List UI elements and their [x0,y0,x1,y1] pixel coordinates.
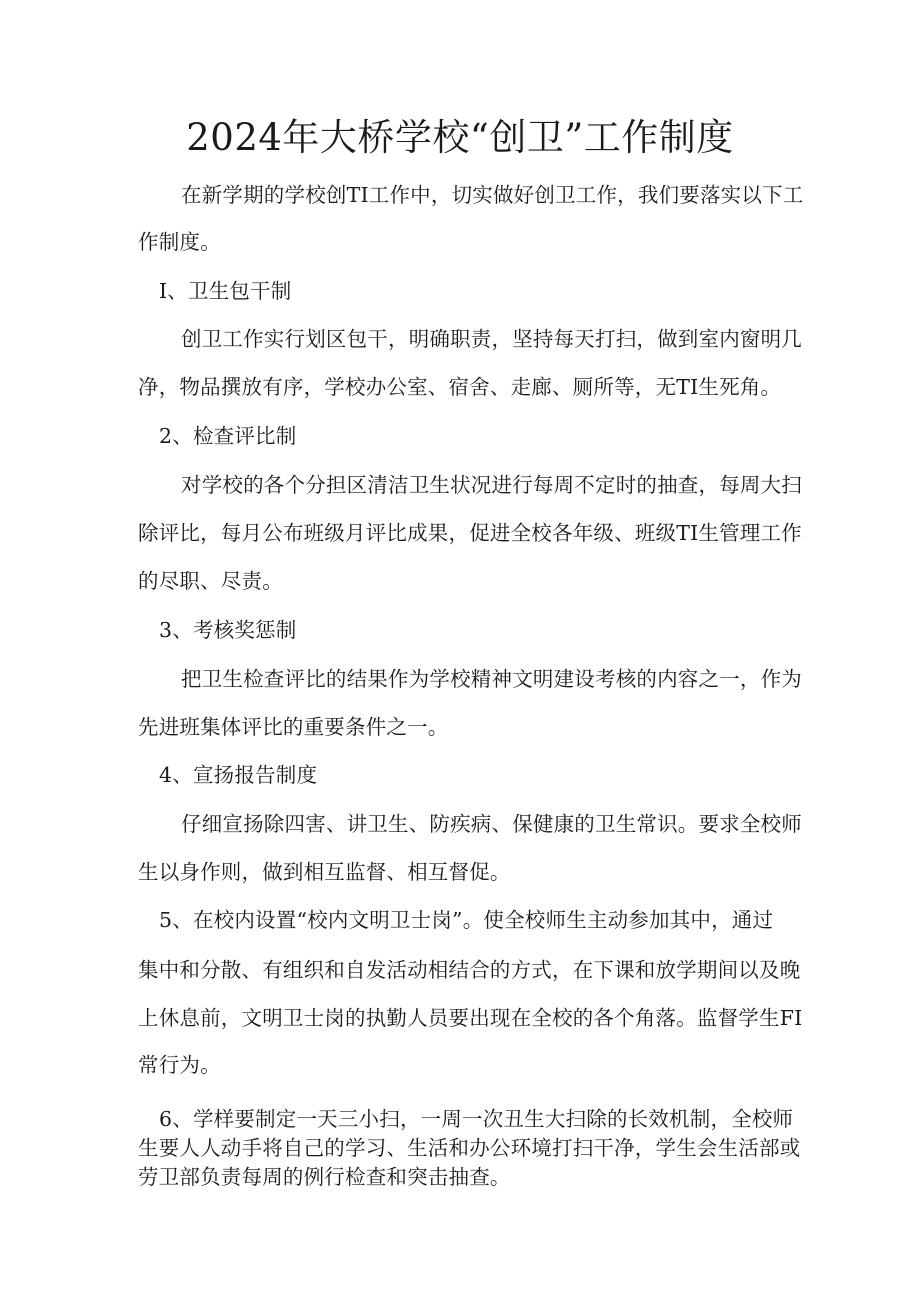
paragraph-line: 的尽职、尽责。 [138,569,283,593]
paragraph-line: 创卫工作实行划区包干，明确职责，坚持每天打扫，做到室内窗明几 [181,327,802,351]
paragraph-line: 把卫生检查评比的结果作为学校精神文明建设考核的内容之一，作为 [181,667,802,691]
paragraph-line: 劳卫部负责每周的例行检查和突击抽查。 [138,1165,511,1189]
paragraph-line: 作制度。 [138,230,221,254]
section-heading: 4、宣扬报告制度 [159,763,318,787]
paragraph-line: 生以身作则，做到相互监督、相互督促。 [138,860,511,884]
paragraph-line: 对学校的各个分担区清洁卫生状况进行每周不定时的抽查，每周大扫 [181,473,802,497]
paragraph-line: 生要人人动手将自己的学习、生活和办公环境打扫干净，学生会生活部或 [138,1136,801,1160]
document-title: 2024年大桥学校“创卫”工作制度 [186,116,734,159]
section-heading: 6、学样要制定一天三小扫，一周一次丑生大扫除的长效机制，全校师 [159,1107,794,1131]
section-heading: I、卫生包干制 [159,279,292,303]
paragraph-line: 除评比，每月公布班级月评比成果，促进全校各年级、班级TI生管理工作 [138,521,802,545]
section-heading: 3、考核奖惩制 [159,618,297,642]
paragraph-line: 在新学期的学校创TI工作中，切实做好创卫工作，我们要落实以下工 [181,183,804,207]
section-heading: 2、检查评比制 [159,424,297,448]
paragraph-line: 仔细宣扬除四害、讲卫生、防疾病、保健康的卫生常识。要求全校师 [181,812,802,836]
paragraph-line: 集中和分散、有组织和自发活动相结合的方式，在下课和放学期间以及晚 [138,958,801,982]
paragraph-line: 先进班集体评比的重要条件之一。 [138,715,449,739]
paragraph-line: 常行为。 [138,1053,221,1077]
paragraph-line: 净，物品撰放有序，学校办公室、宿舍、走廊、厕所等，无TI生死角。 [138,375,782,399]
paragraph-line: 上休息前，文明卫士岗的执勤人员要出现在全校的各个角落。监督学生FI [138,1006,803,1030]
section-heading: 5、在校内设置“校内文明卫士岗”。使全校师生主动参加其中，通过 [159,908,774,932]
